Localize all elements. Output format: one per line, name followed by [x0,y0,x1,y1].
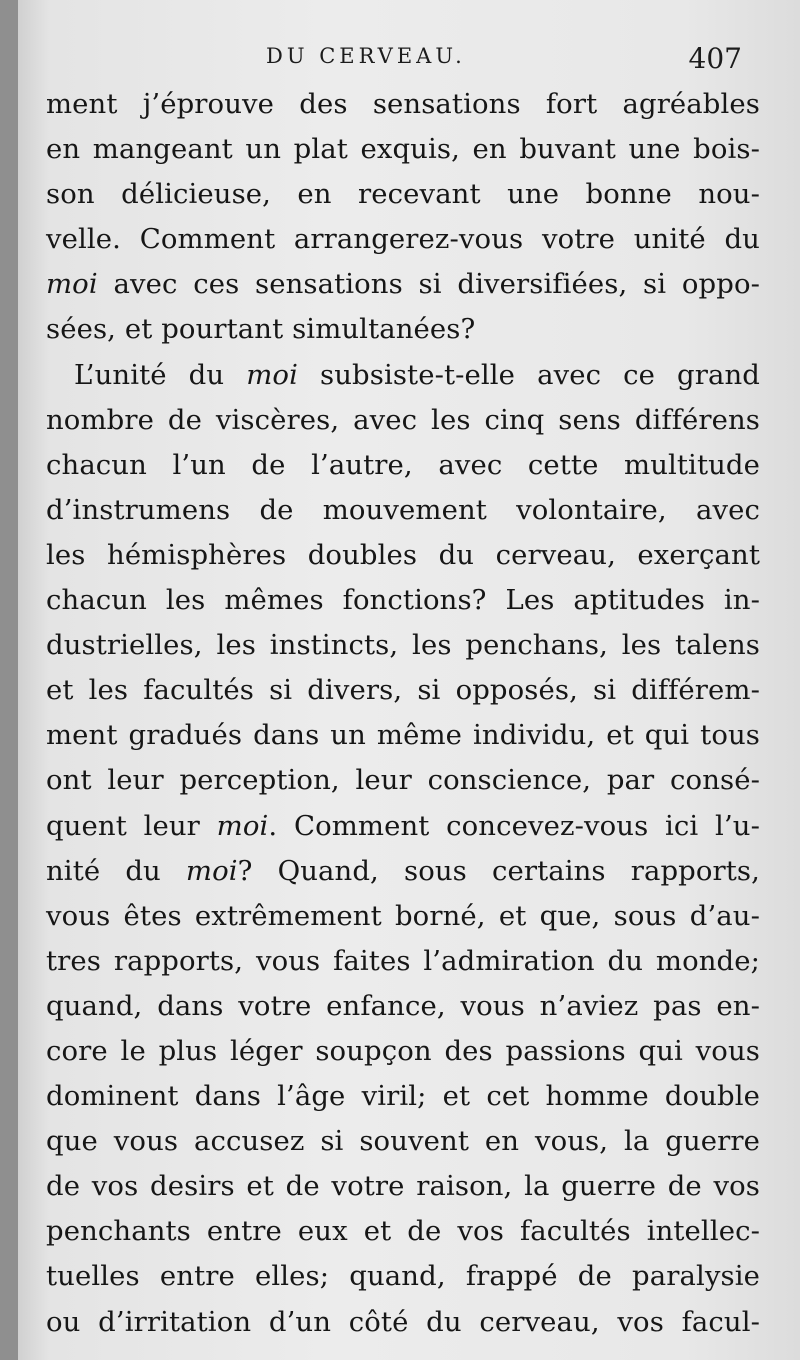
paragraph-1 [46,82,760,353]
text-line: nité du moi? Quand, sous certains rapports, [46,854,760,887]
text-line: quent leur moi. Comment concevez-vous ici l’u- [46,809,760,842]
text-line: tuelles entre elles; quand, frappé de paralysie [46,1260,760,1293]
text-line: ou d’irritation d’un côté du cerveau, vos facul- [46,1305,760,1338]
body-text [46,82,760,1345]
text-line: chacun les mêmes fonctions? Les aptitudes in- [46,584,760,617]
page-number: 407 [688,42,742,75]
text-line: ment j’éprouve des sensations fort agréables [46,88,760,120]
running-header [18,40,800,80]
paragraph-2 [46,353,760,1345]
text-line: ment gradués dans un même individu, et qui tous [46,719,760,752]
text-line: d’instrumens de mouvement volontaire, avec [46,493,760,526]
text-line: en mangeant un plat exquis, en buvant une bois- [46,133,760,166]
text-line: chacun l’un de l’autre, avec cette multitude [46,448,760,481]
text-line: velle. Comment arrangerez-vous votre unité du [46,223,760,256]
text-line: dominent dans l’âge viril; et cet homme double [46,1080,760,1113]
text-line: de vos desirs et de votre raison, la guerre de vos [46,1170,760,1203]
text-line: ont leur perception, leur conscience, par consé- [46,764,760,797]
book-page [18,0,800,1360]
text-line: et les facultés si divers, si opposés, si différem- [46,674,760,707]
text-line: sées, et pourtant simultanées? [46,313,476,346]
text-line: core le plus léger soupçon des passions qui vous [46,1034,760,1067]
text-line: que vous accusez si souvent en vous, la guerre [46,1125,760,1158]
text-line: nombre de viscères, avec les cinq sens différens [46,403,760,436]
text-line: moi avec ces sensations si diversifiées, si oppo- [46,268,760,301]
text-line: quand, dans votre enfance, vous n’aviez pas en- [46,989,760,1022]
text-line: tres rapports, vous faites l’admiration du monde; [46,944,760,977]
text-line: L’unité du moi subsiste-t-elle avec ce grand [74,358,760,391]
text-line: penchants entre eux et de vos facultés intellec- [46,1215,760,1248]
text-line: les hémisphères doubles du cerveau, exerçant [46,538,760,571]
text-line: vous êtes extrêmement borné, et que, sous d’au- [46,899,760,932]
running-title: DU CERVEAU. [266,44,466,68]
text-line: dustrielles, les instincts, les penchans, les talens [46,629,760,662]
text-line: son délicieuse, en recevant une bonne nou- [46,178,760,211]
